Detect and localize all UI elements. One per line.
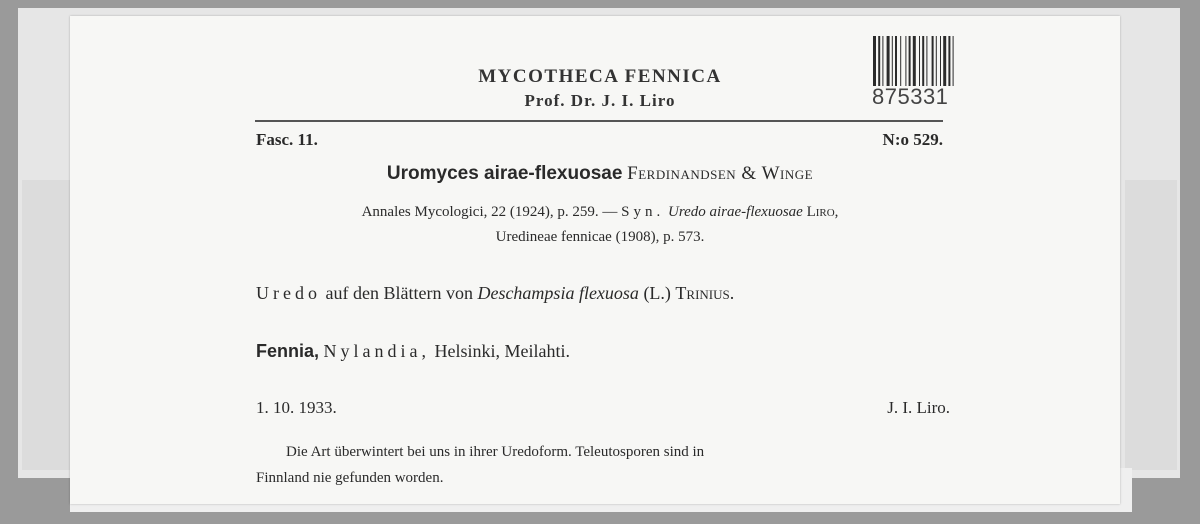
fascicle-number: Fasc. 11.	[256, 130, 318, 149]
barcode-bar	[948, 36, 950, 86]
barcode-bar	[953, 36, 954, 86]
country: Fennia,	[256, 341, 320, 361]
barcode-bar	[909, 36, 911, 86]
host-stage: Uredo	[256, 283, 321, 303]
species-name: Uromyces airae-flexuosae	[386, 163, 623, 184]
barcode-bar	[895, 36, 897, 86]
host-species: Deschampsia flexuosa	[477, 283, 639, 303]
host-line	[256, 283, 734, 304]
barcode-image	[872, 36, 994, 86]
species-line	[0, 163, 1200, 185]
barcode-bar	[887, 36, 890, 86]
province: Nylandia,	[323, 341, 430, 361]
collection-date: 1. 10. 1933.	[256, 398, 337, 417]
barcode-bar	[922, 36, 924, 86]
barcode-bar	[943, 36, 946, 86]
specimen-number: N:o 529.	[882, 130, 943, 149]
reference-line-1	[0, 204, 1200, 221]
collection-title: MYCOTHECA FENNICA	[478, 66, 722, 87]
synonym-name: Uredo airae-flexuosae	[664, 204, 807, 220]
reference-citation: Annales Mycologici, 22 (1924), p. 259. —	[361, 204, 622, 220]
barcode-bar	[873, 36, 876, 86]
note-line-2: Finnland nie gefunden worden.	[256, 470, 444, 486]
reference-syn: Syn.	[621, 204, 665, 220]
header-divider	[255, 120, 943, 122]
barcode-bar	[882, 36, 883, 86]
collection-editor: Prof. Dr. J. I. Liro	[524, 91, 676, 110]
barcode-bar	[892, 36, 893, 86]
barcode-bar	[936, 36, 937, 86]
barcode-bar	[900, 36, 901, 86]
barcode-bar	[932, 36, 934, 86]
species-authors: Ferdinandsen & Winge	[627, 163, 814, 184]
host-species-author: (L.)	[638, 283, 676, 303]
barcode-number: 875331	[872, 84, 949, 109]
barcode-bar	[905, 36, 906, 86]
barcode-bar	[913, 36, 916, 86]
barcode-bar	[940, 36, 941, 86]
locality: Helsinki, Meilahti.	[434, 341, 570, 361]
collector: J. I. Liro.	[887, 398, 950, 417]
envelope-flap-right	[1125, 180, 1177, 470]
reference-line-2: Uredineae fennicae (1908), p. 573.	[495, 229, 705, 245]
host-trinius: Trinius.	[675, 283, 735, 303]
barcode-bar	[926, 36, 927, 86]
locality-line	[256, 341, 570, 362]
barcode-bar	[919, 36, 920, 86]
synonym-author: Liro,	[806, 204, 839, 220]
note-line-1: Die Art überwintert bei uns in ihrer Uredoform. Teleutosporen sind in	[286, 444, 705, 460]
barcode-bar	[878, 36, 880, 86]
host-text: auf den Blättern von	[320, 283, 478, 303]
